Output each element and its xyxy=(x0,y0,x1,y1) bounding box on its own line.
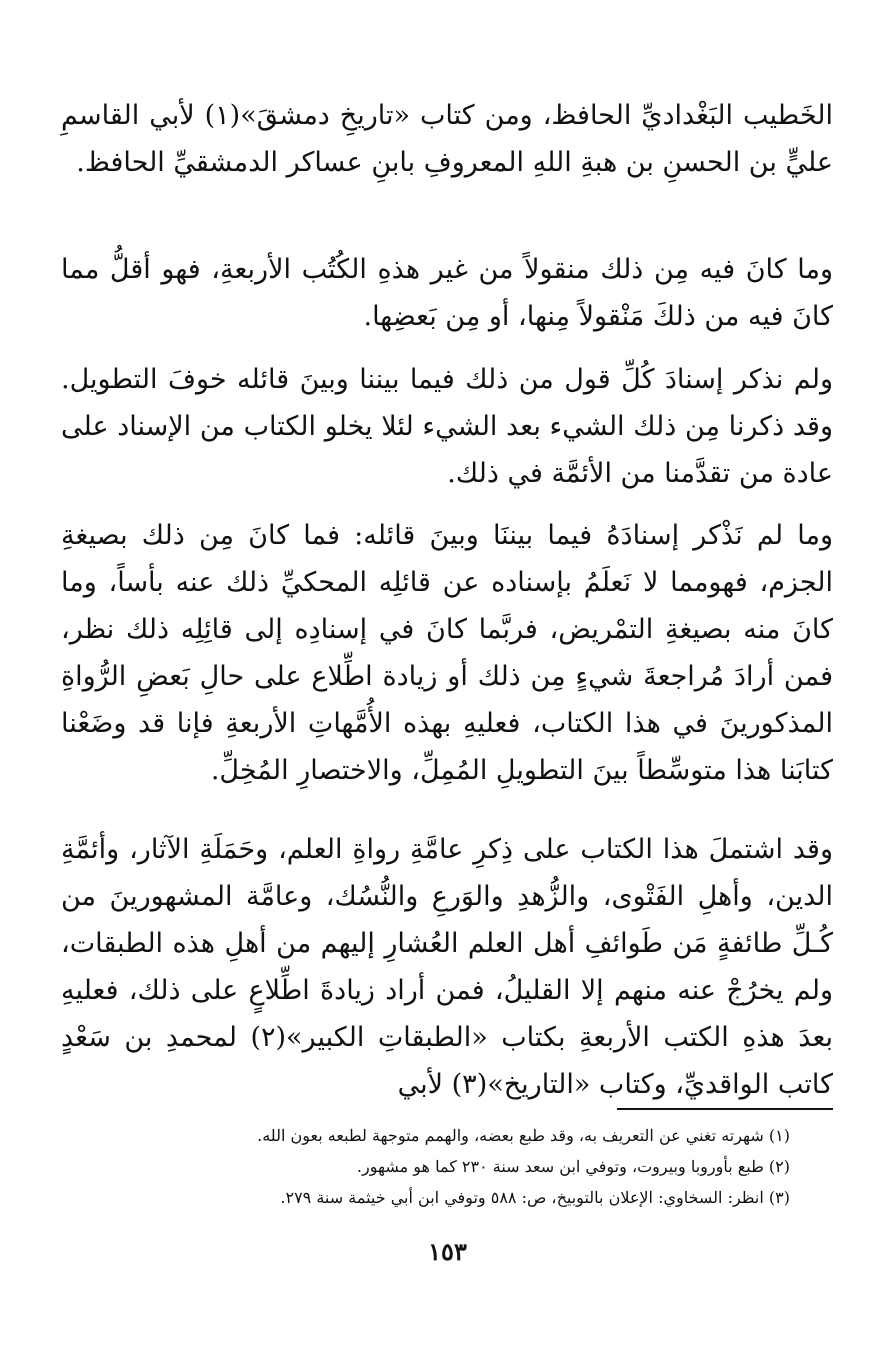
main-text-paragraph xyxy=(61,826,833,1108)
main-text-paragraph xyxy=(61,512,833,794)
page-number: ١٥٣ xyxy=(428,1237,467,1266)
paragraph-2: وما كانَ فيه مِن ذلك منقولاً من غير هذهِ الكُتُب الأربعةِ، فهو أقلُّ مما كانَ فيه من ذلكَ مَنْقولاً مِنها، أو مِن بَعضِها. xyxy=(61,254,833,332)
paragraph-3: ولم نذكر إسنادَ كُلِّ قول من ذلك فيما بيننا وبينَ قائله خوفَ التطويل. وقد ذكرنا مِن ذلك الشيء بعد الشيء لئلا يخلو الكتاب من الإسناد على عادة من تقدَّمنا من الأئمَّة في ذلك. xyxy=(61,364,833,489)
main-text-paragraph xyxy=(61,246,833,340)
footnote-divider xyxy=(617,1108,833,1110)
footnote-2: (٢) طبع بأوروبا وبيروت، وتوفي ابن سعد سنة ٢٣٠ كما هو مشهور. xyxy=(356,1157,790,1176)
main-text-paragraph xyxy=(61,92,833,186)
paragraph-4: وما لم نَذْكر إسنادَهُ فيما بيننَا وبينَ قائله: فما كانَ مِن ذلك بصيغةِ الجزم، فهومما لا نَعلَمُ بإسناده عن قائلِه المحكيِّ ذلك عنه بأساً، وما كانَ منه بصيغةِ التمْريض، فربَّما كانَ في إسنادِه إلى قائِلِه ذلك نظر، فمن أرادَ مُراجعةَ شيءٍ مِن ذلك أو زيادة اطِّلاع على حالِ بَعضِ الرُّواةِ المذكورينَ في هذا الكتاب، فعليهِ بهذه الأُمَّهاتِ الأربعةِ فإنا قد وضَعْنا كتابَنا هذا متوسِّطاً بينَ التطويلِ المُمِلِّ، والاختصارِ المُخِلِّ. xyxy=(61,520,833,786)
main-text-paragraph xyxy=(61,356,833,497)
footnote-1: (١) شهرته تغني عن التعريف به، وقد طبع بعضه، والهمم متوجهة لطبعه بعون الله. xyxy=(257,1126,790,1145)
paragraph-1: الخَطيب البَغْداديِّ الحافظ، ومن كتاب «تاريخِ دمشقَ»(١) لأبي القاسمِ عليٍّ بن الحسنِ بن هبةِ اللهِ المعروفِ بابنِ عساكر الدمشقيِّ الحافظ. xyxy=(61,100,833,178)
footnote-3: (٣) انظر: السخاوي: الإعلان بالتوبيخ، ص: ٥٨٨ وتوفي ابن أبي خيثمة سنة ٢٧٩. xyxy=(280,1188,790,1207)
footnotes xyxy=(90,1120,790,1213)
paragraph-5: وقد اشتملَ هذا الكتاب على ذِكرِ عامَّةِ رواةِ العلم، وحَمَلَةِ الآثار، وأئمَّةِ الدين، وأهلِ الفَتْوى، والزُّهدِ والوَرعِ والنُّسُك، وعامَّة المشهورينَ من كُـلِّ طائفةٍ مَن طَوائفِ أهل العلم العُشارِ إليهم من أهلِ هذه الطبقات، ولم يخرُجْ عنه منهم إلا القليلُ، فمن أراد زيادةَ اطِّلاعٍ على ذلك، فعليهِ بعدَ هذهِ الكتب الأربعةِ بكتاب «الطبقاتِ الكبير»(٢) لمحمدِ بن سَعْدٍ كاتب الواقديِّ، وكتاب «التاريخ»(٣) لأبي xyxy=(61,834,833,1100)
